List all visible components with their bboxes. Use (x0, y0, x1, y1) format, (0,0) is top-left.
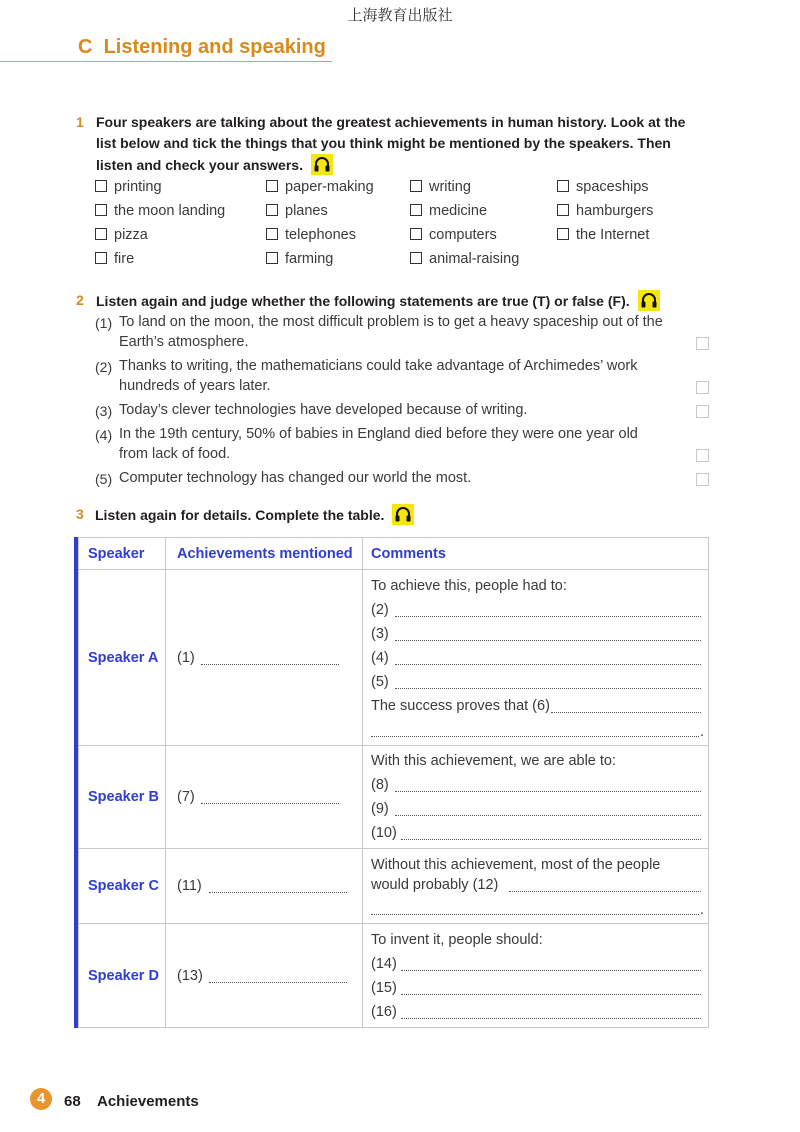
blank-number: (5) (371, 674, 389, 690)
speaker-label: Speaker C (88, 878, 159, 894)
option-checkbox[interactable]: printing (95, 179, 162, 195)
header-comments: Comments (371, 546, 446, 562)
blank-number: (14) (371, 956, 397, 972)
answer-blank[interactable] (395, 640, 701, 641)
header-achievements: Achievements mentioned (177, 546, 353, 562)
q1-line-1: Four speakers are talking about the greatest achievements in human history. Look at the (96, 114, 686, 130)
checkbox-icon[interactable] (266, 228, 278, 240)
unit-badge: 4 (30, 1088, 52, 1110)
unit-title: Achievements (97, 1093, 199, 1110)
blank-number: (16) (371, 1004, 397, 1020)
statement-number: (4) (95, 427, 113, 443)
section-letter: C (78, 36, 93, 58)
answer-blank[interactable] (201, 803, 339, 804)
table-divider (78, 569, 709, 570)
blank-number: (2) (371, 602, 389, 618)
tf-answer-box[interactable] (696, 337, 709, 350)
checkbox-icon[interactable] (266, 204, 278, 216)
checkbox-icon[interactable] (95, 228, 107, 240)
tf-answer-box[interactable] (696, 405, 709, 418)
checkbox-icon[interactable] (266, 252, 278, 264)
comment-intro-2: would probably (12) (371, 877, 499, 893)
publisher-name: 上海教育出版社 (347, 6, 453, 24)
checkbox-icon[interactable] (410, 204, 422, 216)
blank-number: (10) (371, 825, 397, 841)
comment-intro: To invent it, people should: (371, 932, 543, 948)
answer-blank[interactable] (371, 914, 699, 915)
blank-number: (13) (177, 968, 203, 984)
q3-number: 3 (76, 506, 84, 522)
blank-number: (8) (371, 777, 389, 793)
table-divider (78, 848, 709, 849)
blank-number: (4) (371, 650, 389, 666)
option-checkbox[interactable]: writing (410, 179, 471, 195)
q1-line-2: list below and tick the things that you think might be mentioned by the speakers. Then (96, 135, 671, 151)
statement-number: (2) (95, 359, 113, 375)
option-checkbox[interactable]: planes (266, 203, 328, 219)
tf-answer-box[interactable] (696, 381, 709, 394)
comment-intro: To achieve this, people had to: (371, 578, 567, 594)
answer-blank[interactable] (401, 839, 701, 840)
checkbox-icon[interactable] (95, 252, 107, 264)
speaker-label: Speaker D (88, 968, 159, 984)
header-speaker: Speaker (88, 546, 145, 562)
comment-extra: The success proves that (6) (371, 698, 550, 714)
table-divider (78, 923, 709, 924)
option-checkbox[interactable]: the Internet (557, 227, 649, 243)
checkbox-icon[interactable] (557, 228, 569, 240)
section-rule (0, 61, 332, 62)
period: . (700, 724, 705, 740)
option-checkbox[interactable]: animal-raising (410, 251, 519, 267)
answer-blank[interactable] (209, 982, 347, 983)
option-checkbox[interactable]: hamburgers (557, 203, 653, 219)
statement-text: In the 19th century, 50% of babies in England died before they were one year old from lack of food. (119, 426, 638, 462)
checkbox-icon[interactable] (95, 204, 107, 216)
comment-intro: Without this achievement, most of the people (371, 857, 661, 873)
answer-blank[interactable] (395, 791, 701, 792)
speaker-label: Speaker A (88, 650, 159, 666)
q1-instruction (96, 112, 736, 176)
tf-answer-box[interactable] (696, 449, 709, 462)
answer-blank[interactable] (395, 688, 701, 689)
q2-number: 2 (76, 292, 84, 308)
option-checkbox[interactable]: telephones (266, 227, 356, 243)
statement-text: Thanks to writing, the mathematicians could take advantage of Archimedes’ work hundreds of years later. (119, 358, 638, 394)
blank-number: (3) (371, 626, 389, 642)
checkbox-icon[interactable] (410, 180, 422, 192)
option-checkbox[interactable]: paper-making (266, 179, 374, 195)
blank-number: (7) (177, 789, 195, 805)
q2-instruction: Listen again and judge whether the following statements are true (T) or false (F). (96, 290, 660, 312)
headphones-icon[interactable] (392, 504, 414, 525)
answer-blank[interactable] (209, 892, 347, 893)
q1-number: 1 (76, 114, 84, 130)
section-title (78, 36, 326, 59)
headphones-icon[interactable] (311, 154, 333, 175)
option-checkbox[interactable]: medicine (410, 203, 487, 219)
option-checkbox[interactable]: computers (410, 227, 497, 243)
q1-line-3: listen and check your answers. (96, 154, 736, 176)
speaker-label: Speaker B (88, 789, 159, 805)
answer-blank[interactable] (395, 664, 701, 665)
comment-intro: With this achievement, we are able to: (371, 753, 617, 769)
blank-number: (11) (177, 878, 202, 894)
answer-blank[interactable] (395, 815, 701, 816)
option-checkbox[interactable]: fire (95, 251, 134, 267)
tf-answer-box[interactable] (696, 473, 709, 486)
table-divider (362, 537, 363, 1028)
headphones-icon[interactable] (638, 290, 660, 311)
statement-text: To land on the moon, the most difficult problem is to get a heavy spaceship out of the Earth’s atmosphere. (119, 314, 663, 350)
table-divider (78, 745, 709, 746)
checkbox-icon[interactable] (410, 252, 422, 264)
answer-blank[interactable] (401, 994, 701, 995)
answer-blank[interactable] (395, 616, 701, 617)
answer-blank[interactable] (551, 712, 701, 713)
checkbox-icon[interactable] (95, 180, 107, 192)
blank-number: (9) (371, 801, 389, 817)
blank-number: (15) (371, 980, 397, 996)
checkbox-icon[interactable] (266, 180, 278, 192)
table-divider (165, 537, 166, 1028)
checkbox-icon[interactable] (410, 228, 422, 240)
statement-number: (5) (95, 471, 113, 487)
option-checkbox[interactable]: farming (266, 251, 333, 267)
section-title-text: Listening and speaking (103, 36, 326, 58)
answer-blank[interactable] (401, 970, 701, 971)
statement-number: (1) (95, 315, 113, 331)
period: . (700, 902, 705, 918)
blank-number: (1) (177, 650, 195, 666)
checkbox-icon[interactable] (557, 180, 569, 192)
answer-blank[interactable] (401, 1018, 701, 1019)
answer-blank[interactable] (371, 736, 699, 737)
table-accent-bar (74, 537, 78, 1028)
option-checkbox[interactable]: spaceships (557, 179, 649, 195)
checkbox-icon[interactable] (557, 204, 569, 216)
page-number: 68 (64, 1093, 81, 1110)
option-checkbox[interactable]: pizza (95, 227, 148, 243)
answer-blank[interactable] (509, 891, 701, 892)
option-checkbox[interactable]: the moon landing (95, 203, 225, 219)
answer-blank[interactable] (201, 664, 339, 665)
q3-instruction: Listen again for details. Complete the table. (95, 504, 414, 526)
statement-text: Computer technology has changed our world the most. (119, 470, 472, 486)
statement-text: Today’s clever technologies have developed because of writing. (119, 402, 528, 418)
statement-number: (3) (95, 403, 113, 419)
details-table (78, 537, 709, 1028)
